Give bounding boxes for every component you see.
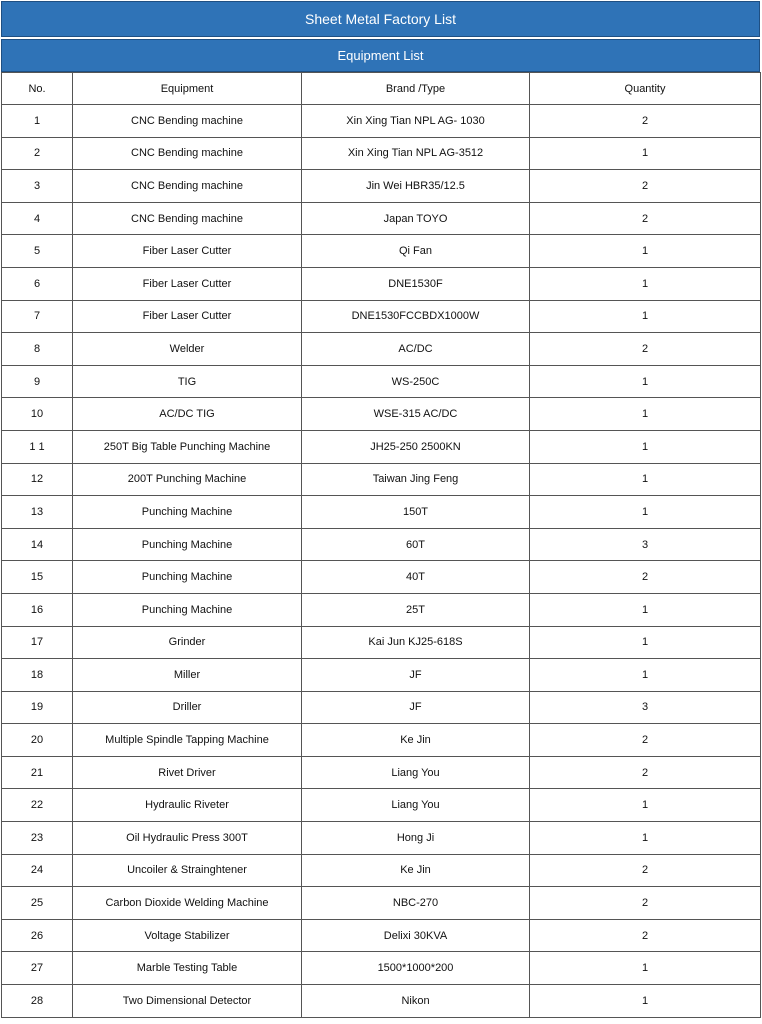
- cell-equipment: Voltage Stabilizer: [73, 919, 302, 952]
- cell-equipment: CNC Bending machine: [73, 137, 302, 170]
- cell-no: 9: [2, 365, 73, 398]
- cell-quantity: 1: [530, 137, 761, 170]
- cell-equipment: Punching Machine: [73, 496, 302, 529]
- table-row: [2, 235, 761, 268]
- table-row: [2, 985, 761, 1018]
- cell-quantity: 1: [530, 267, 761, 300]
- cell-quantity: 2: [530, 919, 761, 952]
- table-row: [2, 300, 761, 333]
- cell-quantity: 2: [530, 887, 761, 920]
- cell-no: 14: [2, 528, 73, 561]
- cell-equipment: Fiber Laser Cutter: [73, 300, 302, 333]
- cell-brand: 40T: [302, 561, 530, 594]
- cell-no: 25: [2, 887, 73, 920]
- cell-brand: 1500*1000*200: [302, 952, 530, 985]
- table-row: [2, 267, 761, 300]
- cell-brand: Japan TOYO: [302, 202, 530, 235]
- cell-no: 24: [2, 854, 73, 887]
- cell-no: 21: [2, 756, 73, 789]
- cell-brand: Liang You: [302, 789, 530, 822]
- cell-quantity: 3: [530, 528, 761, 561]
- header-no: No.: [2, 73, 73, 105]
- table-row: [2, 528, 761, 561]
- cell-quantity: 1: [530, 398, 761, 431]
- cell-quantity: 1: [530, 365, 761, 398]
- cell-equipment: Punching Machine: [73, 528, 302, 561]
- cell-equipment: Punching Machine: [73, 593, 302, 626]
- cell-quantity: 1: [530, 463, 761, 496]
- cell-brand: Taiwan Jing Feng: [302, 463, 530, 496]
- cell-no: 12: [2, 463, 73, 496]
- cell-no: 1 1: [2, 430, 73, 463]
- table-row: [2, 105, 761, 138]
- cell-brand: Ke Jin: [302, 724, 530, 757]
- cell-no: 6: [2, 267, 73, 300]
- cell-brand: 25T: [302, 593, 530, 626]
- cell-brand: Jin Wei HBR35/12.5: [302, 170, 530, 203]
- table-row: [2, 952, 761, 985]
- cell-brand: WSE-315 AC/DC: [302, 398, 530, 431]
- table-row: [2, 822, 761, 855]
- cell-quantity: 1: [530, 626, 761, 659]
- cell-quantity: 1: [530, 496, 761, 529]
- cell-no: 28: [2, 985, 73, 1018]
- cell-equipment: Fiber Laser Cutter: [73, 235, 302, 268]
- cell-equipment: Fiber Laser Cutter: [73, 267, 302, 300]
- cell-equipment: Punching Machine: [73, 561, 302, 594]
- table-row: [2, 333, 761, 366]
- cell-no: 2: [2, 137, 73, 170]
- cell-equipment: CNC Bending machine: [73, 105, 302, 138]
- cell-brand: 150T: [302, 496, 530, 529]
- cell-quantity: 1: [530, 593, 761, 626]
- table-row: [2, 561, 761, 594]
- cell-no: 4: [2, 202, 73, 235]
- cell-equipment: Marble Testing Table: [73, 952, 302, 985]
- cell-no: 1: [2, 105, 73, 138]
- table-row: [2, 756, 761, 789]
- table-row: [2, 170, 761, 203]
- cell-quantity: 2: [530, 333, 761, 366]
- section-title: Equipment List: [1, 39, 760, 72]
- cell-no: 7: [2, 300, 73, 333]
- cell-brand: Qi Fan: [302, 235, 530, 268]
- cell-quantity: 1: [530, 985, 761, 1018]
- cell-equipment: Carbon Dioxide Welding Machine: [73, 887, 302, 920]
- header-quantity: Quantity: [530, 73, 761, 105]
- cell-brand: Ke Jin: [302, 854, 530, 887]
- cell-equipment: Driller: [73, 691, 302, 724]
- equipment-table: [1, 72, 761, 1018]
- cell-equipment: 200T Punching Machine: [73, 463, 302, 496]
- cell-brand: DNE1530F: [302, 267, 530, 300]
- cell-no: 3: [2, 170, 73, 203]
- cell-no: 13: [2, 496, 73, 529]
- cell-quantity: 2: [530, 854, 761, 887]
- table-row: [2, 789, 761, 822]
- cell-equipment: Miller: [73, 659, 302, 692]
- cell-equipment: AC/DC TIG: [73, 398, 302, 431]
- header-brand: Brand /Type: [302, 73, 530, 105]
- cell-no: 16: [2, 593, 73, 626]
- cell-brand: Hong Ji: [302, 822, 530, 855]
- cell-quantity: 1: [530, 300, 761, 333]
- cell-no: 10: [2, 398, 73, 431]
- table-row: [2, 854, 761, 887]
- cell-quantity: 2: [530, 561, 761, 594]
- cell-quantity: 1: [530, 822, 761, 855]
- cell-equipment: Uncoiler & Strainghtener: [73, 854, 302, 887]
- cell-quantity: 3: [530, 691, 761, 724]
- table-body: [2, 105, 761, 1018]
- cell-quantity: 2: [530, 170, 761, 203]
- table-row: [2, 887, 761, 920]
- cell-equipment: TIG: [73, 365, 302, 398]
- cell-equipment: Oil Hydraulic Press 300T: [73, 822, 302, 855]
- cell-brand: Nikon: [302, 985, 530, 1018]
- cell-no: 23: [2, 822, 73, 855]
- cell-equipment: Two Dimensional Detector: [73, 985, 302, 1018]
- table-row: [2, 691, 761, 724]
- cell-no: 8: [2, 333, 73, 366]
- cell-brand: DNE1530FCCBDX1000W: [302, 300, 530, 333]
- cell-no: 27: [2, 952, 73, 985]
- cell-quantity: 1: [530, 789, 761, 822]
- cell-equipment: 250T Big Table Punching Machine: [73, 430, 302, 463]
- cell-quantity: 2: [530, 756, 761, 789]
- table-row: [2, 202, 761, 235]
- cell-no: 5: [2, 235, 73, 268]
- cell-quantity: 2: [530, 105, 761, 138]
- cell-brand: AC/DC: [302, 333, 530, 366]
- table-row: [2, 463, 761, 496]
- cell-equipment: CNC Bending machine: [73, 170, 302, 203]
- cell-no: 22: [2, 789, 73, 822]
- page-title: Sheet Metal Factory List: [1, 1, 760, 37]
- table-row: [2, 659, 761, 692]
- header-equipment: Equipment: [73, 73, 302, 105]
- cell-brand: JF: [302, 659, 530, 692]
- cell-equipment: Welder: [73, 333, 302, 366]
- cell-brand: Xin Xing Tian NPL AG-3512: [302, 137, 530, 170]
- cell-quantity: 1: [530, 952, 761, 985]
- cell-brand: JF: [302, 691, 530, 724]
- cell-equipment: Hydraulic Riveter: [73, 789, 302, 822]
- cell-equipment: Multiple Spindle Tapping Machine: [73, 724, 302, 757]
- table-row: [2, 724, 761, 757]
- cell-brand: WS-250C: [302, 365, 530, 398]
- table-row: [2, 496, 761, 529]
- cell-no: 17: [2, 626, 73, 659]
- cell-no: 19: [2, 691, 73, 724]
- cell-quantity: 2: [530, 724, 761, 757]
- cell-equipment: Rivet Driver: [73, 756, 302, 789]
- cell-no: 18: [2, 659, 73, 692]
- cell-brand: Xin Xing Tian NPL AG- 1030: [302, 105, 530, 138]
- cell-equipment: Grinder: [73, 626, 302, 659]
- cell-brand: Liang You: [302, 756, 530, 789]
- header-row: [2, 73, 761, 105]
- cell-quantity: 1: [530, 430, 761, 463]
- cell-no: 20: [2, 724, 73, 757]
- cell-no: 15: [2, 561, 73, 594]
- cell-brand: Delixi 30KVA: [302, 919, 530, 952]
- cell-brand: Kai Jun KJ25-618S: [302, 626, 530, 659]
- cell-no: 26: [2, 919, 73, 952]
- table-row: [2, 430, 761, 463]
- cell-equipment: CNC Bending machine: [73, 202, 302, 235]
- table-header: [2, 73, 761, 105]
- table-row: [2, 365, 761, 398]
- cell-quantity: 1: [530, 235, 761, 268]
- cell-quantity: 2: [530, 202, 761, 235]
- table-row: [2, 626, 761, 659]
- cell-quantity: 1: [530, 659, 761, 692]
- cell-brand: 60T: [302, 528, 530, 561]
- table-row: [2, 398, 761, 431]
- table-row: [2, 137, 761, 170]
- table-row: [2, 593, 761, 626]
- cell-brand: JH25-250 2500KN: [302, 430, 530, 463]
- table-row: [2, 919, 761, 952]
- cell-brand: NBC-270: [302, 887, 530, 920]
